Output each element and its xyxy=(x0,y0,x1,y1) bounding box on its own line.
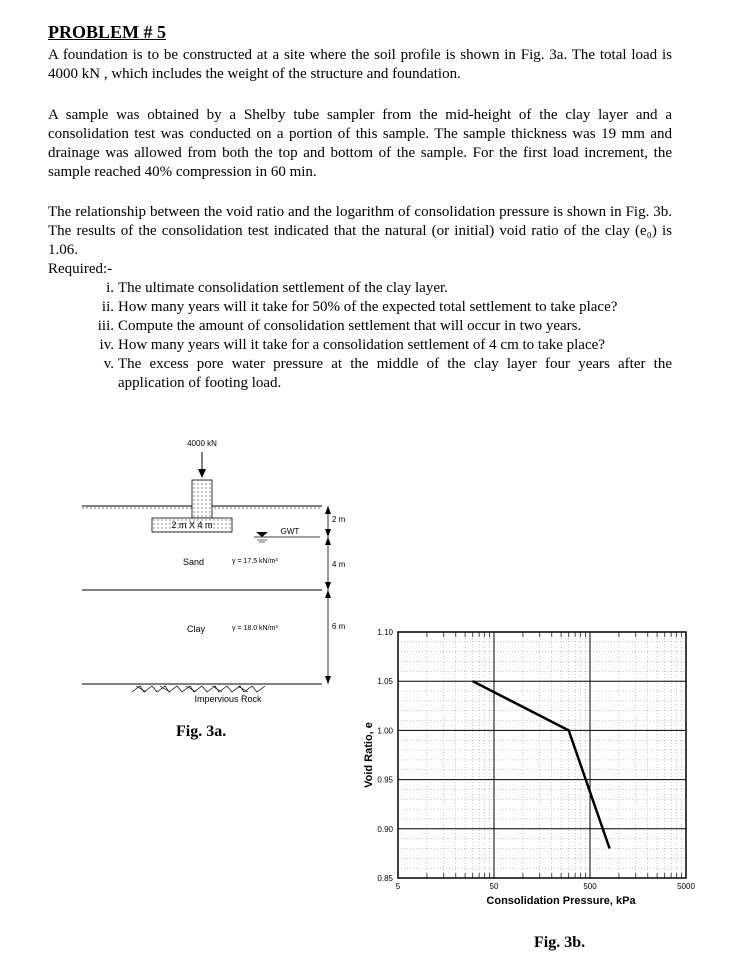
load-arrow-icon xyxy=(198,452,206,478)
gwt-label: GWT xyxy=(280,527,300,536)
problem-title: PROBLEM # 5 xyxy=(48,22,167,42)
x-tick-label: 50 xyxy=(489,882,499,891)
series-line xyxy=(473,681,610,848)
list-item: v. The excess pore water pressure at the middle of the clay layer four years after the application of footing load. xyxy=(103,356,672,391)
dim-top-label: 2 m xyxy=(332,515,346,524)
y-axis-label: Void Ratio, e xyxy=(363,722,375,788)
load-label: 4000 kN xyxy=(187,439,217,448)
clay-unit-weight: γ = 18.0 kN/m³ xyxy=(232,625,278,632)
list-item: iii. Compute the amount of consolidation settlement that will occur in two years. xyxy=(97,318,582,334)
y-tick-label: 0.95 xyxy=(377,775,393,785)
y-tick-label: 1.10 xyxy=(377,628,393,637)
y-tick-label: 1.00 xyxy=(377,726,393,736)
soil-profile-diagram xyxy=(0,430,360,720)
paragraph-sample: A sample was obtained by a Shelby tube sampler from the mid-height of the clay layer and a consolidation test was conducted on a portion of this sample. The sample thickness was 19 mm and drainage was allowed from both the top and bottom of the sample. For the first load increment, the sample reached 40% compression in 60 min. xyxy=(48,107,672,180)
required-list xyxy=(86,279,672,393)
y-tick-label: 1.05 xyxy=(377,677,393,687)
rock-hatch xyxy=(132,686,265,692)
plot-frame xyxy=(398,632,686,878)
rock-label: Impervious Rock xyxy=(194,694,262,704)
x-tick-label: 500 xyxy=(583,882,597,891)
footing-size-label: 2 m X 4 m xyxy=(171,520,213,530)
list-item: i. The ultimate consolidation settlement of the clay layer. xyxy=(106,280,448,296)
sand-unit-weight: γ = 17.5 kN/m³ xyxy=(232,558,278,565)
footing-column xyxy=(192,480,212,518)
y-tick-label: 0.85 xyxy=(377,874,393,883)
dimension-line xyxy=(325,506,331,684)
sand-label: Sand xyxy=(183,557,205,567)
paragraph-relationship: The relationship between the void ratio and the logarithm of consolidation pressure is shown in Fig. 3b. The results of the consolidation test indicated that the natural (or initial) void ratio of the clay (e₀) is 1.06. xyxy=(48,204,672,258)
required-label: Required:- xyxy=(48,261,113,277)
void-ratio-chart xyxy=(350,620,744,920)
dim-sand-label: 4 m xyxy=(332,560,346,569)
paragraph-intro: A foundation is to be constructed at a site where the soil profile is shown in Fig. 3a. The total load is 4000 kN , which includes the weight of the structure and foundation. xyxy=(48,47,672,82)
list-item: iv. How many years will it take for a consolidation settlement of 4 cm to take place? xyxy=(99,337,605,353)
x-tick-label: 5000 xyxy=(677,882,695,891)
fig3b-caption: Fig. 3b. xyxy=(534,934,586,951)
list-item: ii. How many years will it take for 50% of the expected total settlement to take place? xyxy=(101,299,618,315)
fig3a-caption: Fig. 3a. xyxy=(176,723,227,740)
clay-label: Clay xyxy=(187,624,206,634)
y-tick-label: 0.90 xyxy=(377,824,393,834)
x-tick-label: 5 xyxy=(395,882,401,891)
x-axis-label: Consolidation Pressure, kPa xyxy=(486,895,636,907)
dim-clay-label: 6 m xyxy=(332,622,346,631)
